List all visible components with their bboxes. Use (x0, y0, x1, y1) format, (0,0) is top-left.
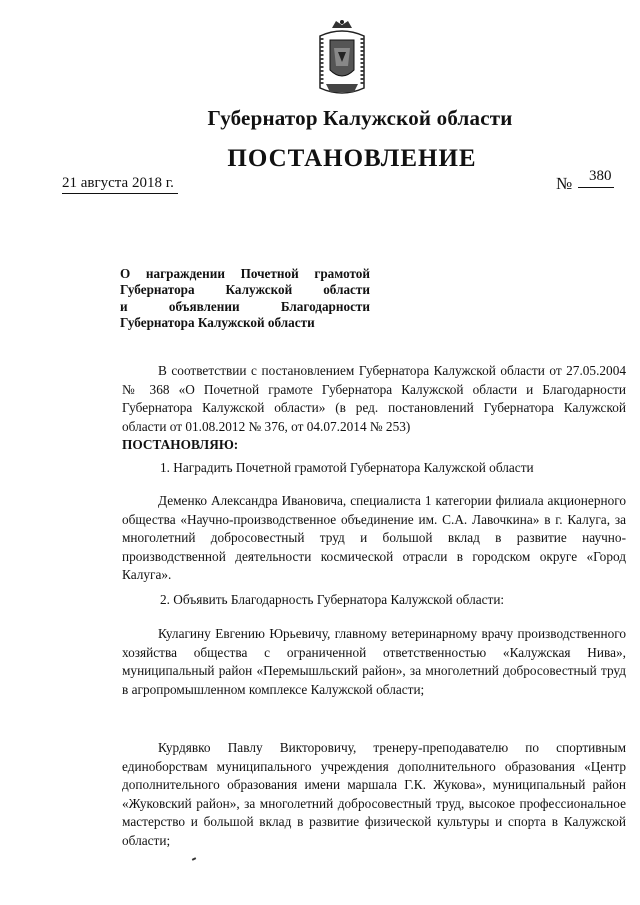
scan-mark (192, 857, 196, 861)
subject-line: и объявлении Благодарности (120, 298, 370, 314)
document-number: 380 (589, 168, 612, 184)
subject-line: Губернатора Калужской области (120, 282, 370, 298)
kaluga-coat-of-arms-icon (314, 18, 370, 98)
gratitude-entry (122, 739, 626, 851)
gratitude-entry-text: Кулагину Евгению Юрьевичу, главному ветеринарному врачу производственного хозяйства общества с ограниченной ответственностью «Калужская Нива», муниципальный район «Перемышльский район», за многолетний добросовестный труд в агропромышленном комплексе Калужской области; (122, 626, 626, 697)
number-underline (578, 187, 614, 188)
award-entry-text: Деменко Александра Ивановича, специалиста 1 категории филиала акционерного общества «Научно-производственное объединение им. С.А. Лавочкина» в г. Калуга, за многолетний добросовестный труд и большой вклад в развитие научно-производственной деятельности космической отрасли в городском округе «Город Калуга». (122, 493, 626, 583)
item-1-heading: 1. Наградить Почетной грамотой Губернатора Калужской области (160, 460, 534, 475)
gratitude-entry (122, 625, 626, 699)
item-2-heading: 2. Объявить Благодарность Губернатора Калужской области: (160, 592, 505, 607)
gratitude-entry-text: Курдявко Павлу Викторовичу, тренеру-преподавателю по спортивным единоборствам муниципального учреждения дополнительного образования «Центр дополнительного образования имени маршала Г.К. Жукова», муниципальный район «Жуковский район», за многолетний добросовестный труд, высокое профессиональное мастерство и большой вклад в развитие физической культуры и спорта в Калужской области; (122, 740, 626, 848)
issuing-authority: Губернатор Калужской области (207, 106, 513, 130)
document-type-title: ПОСТАНОВЛЕНИЕ (227, 145, 477, 172)
award-entry (122, 492, 626, 585)
number-label: № (556, 174, 573, 193)
decree-word: ПОСТАНОВЛЯЮ: (122, 437, 239, 453)
subject-line: О награждении Почетной грамотой (120, 266, 370, 281)
preamble-paragraph (122, 362, 626, 455)
document-subject (120, 266, 370, 331)
subject-line: Губернатора Калужской области (120, 314, 315, 330)
document-date: 21 августа 2018 г. (62, 175, 174, 191)
preamble-text: В соответствии с постановлением Губернатора Калужской области от 27.05.2004 № 368 «О Почетной грамоте Губернатора Калужской области и Благодарности Губернатора Калужской области» (в ред. постановлений Губернатора Калужской области от 01.08.2012 № 376, от 04.07.2014 № 253) (122, 363, 626, 434)
date-underline (62, 193, 178, 194)
